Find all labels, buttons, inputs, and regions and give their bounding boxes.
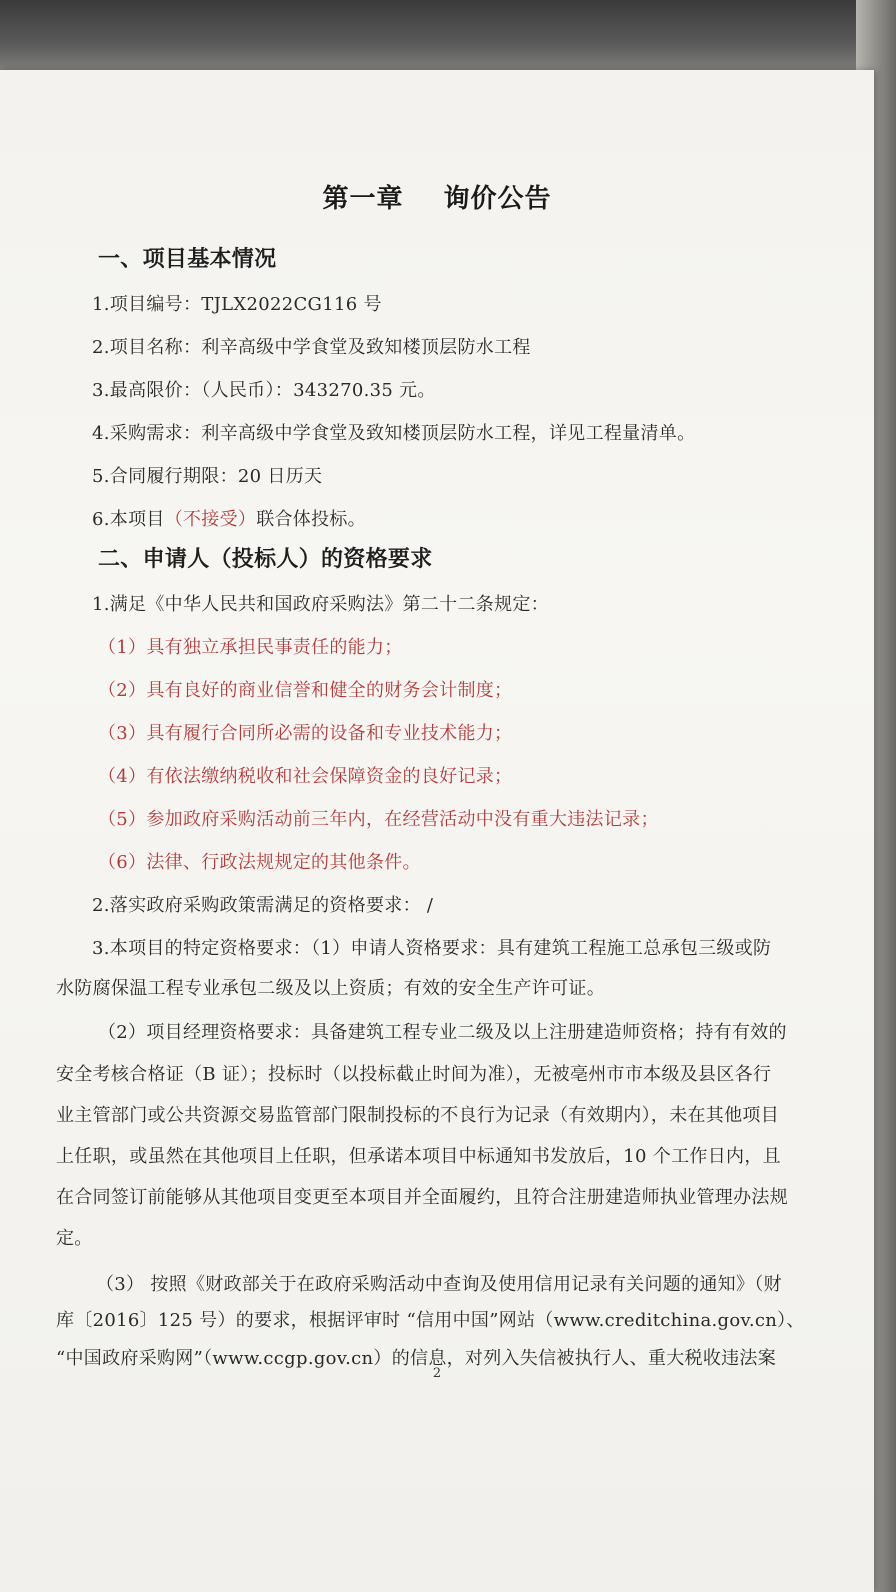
- credit-req-line-1: （3） 按照《财政部关于在政府采购活动中查询及使用信用记录有关问题的通知》（财: [96, 1274, 782, 1295]
- condition-3: （3）具有履行合同所必需的设备和专业技术能力；: [98, 723, 513, 744]
- desk-background: [0, 0, 896, 80]
- chapter-subtitle: 询价公告: [443, 184, 552, 214]
- page-number: 2: [432, 1366, 442, 1381]
- procurement-need: 4.采购需求：利辛高级中学食堂及致知楼顶层防水工程，详见工程量清单。: [92, 423, 696, 444]
- requirement-3-line-2: 水防腐保温工程专业承包二级及以上资质；有效的安全生产许可证。: [56, 978, 605, 999]
- condition-5: （5）参加政府采购活动前三年内，在经营活动中没有重大违法记录；: [98, 809, 659, 830]
- consortium-highlight: （不接受）: [164, 509, 257, 530]
- contract-period: 5.合同履行期限：20 日历天: [92, 466, 323, 487]
- section-1-heading: 一、项目基本情况: [98, 247, 277, 272]
- condition-1: （1）具有独立承担民事责任的能力；: [98, 637, 403, 658]
- project-name: 2.项目名称：利辛高级中学食堂及致知楼顶层防水工程: [92, 337, 531, 358]
- chapter-number: 第一章: [322, 184, 404, 214]
- requirement-2: 2.落实政府采购政策需满足的资格要求： /: [92, 895, 434, 916]
- manager-req-line-2: 安全考核合格证（B 证）；投标时（以投标截止时间为准），无被亳州市市本级及县区各行: [56, 1064, 772, 1085]
- consortium-prefix: 6.本项目: [92, 509, 165, 530]
- price-cap: 3.最高限价：（人民币）：343270.35 元。: [92, 380, 436, 401]
- credit-req-line-2: 库〔2016〕125 号）的要求，根据评审时 “信用中国”网站（www.creditchina.gov.cn）、: [56, 1310, 805, 1331]
- manager-req-line-5: 在合同签订前能够从其他项目变更至本项目并全面履约，且符合注册建造师执业管理办法规: [56, 1187, 788, 1208]
- condition-6: （6）法律、行政法规规定的其他条件。: [98, 852, 421, 873]
- consortium-suffix: 联合体投标。: [256, 509, 366, 530]
- credit-req-line-3: “中国政府采购网”（www.ccgp.gov.cn）的信息，对列入失信被执行人、重大税收违法案: [56, 1348, 777, 1369]
- manager-req-line-3: 业主管部门或公共资源交易监管部门限制投标的不良行为记录（有效期内），未在其他项目: [56, 1105, 779, 1126]
- chapter-title: [0, 178, 874, 215]
- section-2-heading: 二、申请人（投标人）的资格要求: [98, 547, 433, 572]
- manager-req-line-6: 定。: [56, 1228, 93, 1249]
- consortium-rule: [92, 505, 896, 531]
- project-number: 1.项目编号：TJLX2022CG116 号: [92, 294, 382, 315]
- requirement-1: 1.满足《中华人民共和国政府采购法》第二十二条规定：: [92, 594, 549, 615]
- condition-2: （2）具有良好的商业信誉和健全的财务会计制度；: [98, 680, 513, 701]
- manager-req-line-1: （2）项目经理资格要求：具备建筑工程专业二级及以上注册建造师资格；持有有效的: [98, 1022, 787, 1043]
- document-page: [0, 70, 874, 1592]
- requirement-3-line-1: 3.本项目的特定资格要求：（1）申请人资格要求：具有建筑工程施工总承包三级或防: [92, 938, 772, 959]
- condition-4: （4）有依法缴纳税收和社会保障资金的良好记录；: [98, 766, 513, 787]
- manager-req-line-4: 上任职，或虽然在其他项目上任职，但承诺本项目中标通知书发放后，10 个工作日内，且: [56, 1146, 781, 1167]
